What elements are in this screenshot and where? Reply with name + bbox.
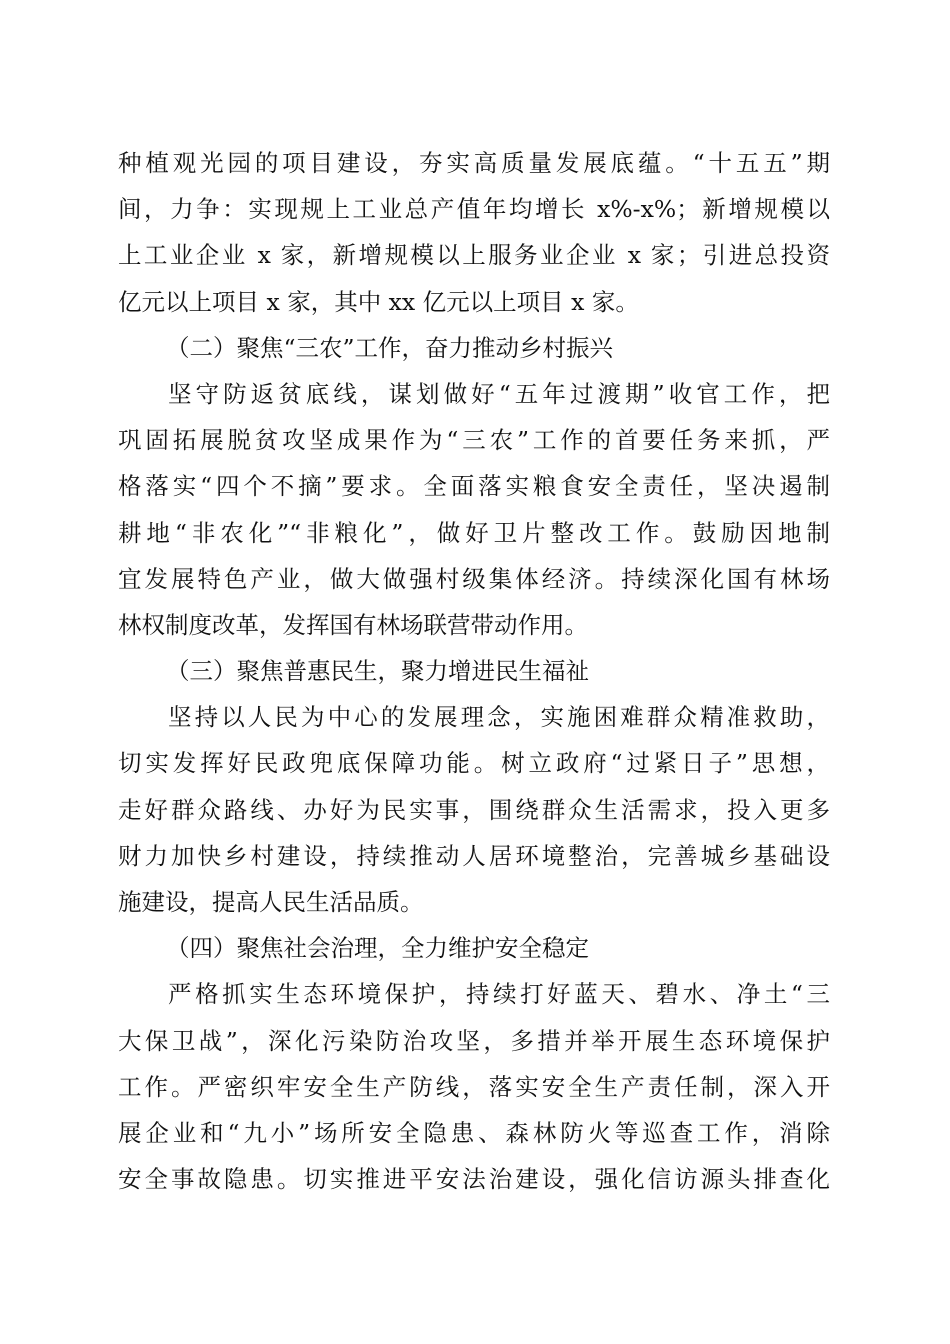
text-line: 耕地“非农化”“非粮化”，做好卫片整改工作。鼓励因地制: [118, 518, 830, 547]
section-heading-rural: （二）聚焦“三农”工作，奋力推动乡村振兴: [166, 333, 614, 362]
text-line: 坚守防返贫底线，谋划做好“五年过渡期”收官工作，把: [168, 379, 830, 408]
text-line: 坚持以人民为中心的发展理念，实施困难群众精准救助，: [168, 703, 830, 732]
text-line: 财力加快乡村建设，持续推动人居环境整治，完善城乡基础设: [118, 841, 830, 870]
section-heading-livelihood: （三）聚焦普惠民生，聚力增进民生福祉: [166, 657, 589, 686]
text-line: 巩固拓展脱贫攻坚成果作为“三农”工作的首要任务来抓，严: [118, 426, 830, 455]
document-page: [118, 140, 830, 1202]
text-line: 展企业和“九小”场所安全隐患、森林防火等巡查工作，消除: [118, 1118, 830, 1147]
text-line: 切实发挥好民政兜底保障功能。树立政府“过紧日子”思想，: [118, 749, 830, 778]
text-line: 大保卫战”，深化污染防治攻坚，多措并举开展生态环境保护: [118, 1026, 830, 1055]
text-line: 上工业企业 x 家，新增规模以上服务业企业 x 家；引进总投资: [118, 241, 830, 270]
text-line: 格落实“四个不摘”要求。全面落实粮食安全责任，坚决遏制: [118, 472, 830, 501]
text-line: 施建设，提高人民生活品质。: [118, 888, 424, 916]
text-line: 间，力争：实现规上工业总产值年均增长 x%-x%；新增规模以: [118, 195, 830, 224]
paragraph-governance: [118, 971, 830, 1202]
text-line: 林权制度改革，发挥国有林场联营带动作用。: [118, 610, 588, 639]
text-line: 种植观光园的项目建设，夯实高质量发展底蕴。“十五五”期: [118, 149, 830, 177]
paragraph-livelihood: [118, 694, 830, 925]
paragraph-project-goals: [118, 140, 830, 325]
text-line: 工作。严密织牢安全生产防线，落实安全生产责任制，深入开: [118, 1072, 830, 1101]
text-line: 亿元以上项目 x 家，其中 xx 亿元以上项目 x 家。: [118, 287, 639, 316]
text-line: 宜发展特色产业，做大做强村级集体经济。持续深化国有林场: [118, 564, 830, 593]
section-heading-governance: （四）聚焦社会治理，全力维护安全稳定: [166, 934, 589, 963]
text-line: 严格抓实生态环境保护，持续打好蓝天、碧水、净土“三: [168, 980, 830, 1009]
text-line: 安全事故隐患。切实推进平安法治建设，强化信访源头排查化: [118, 1165, 830, 1194]
paragraph-rural: [118, 371, 830, 648]
text-line: 走好群众路线、办好为民实事，围绕群众生活需求，投入更多: [118, 795, 830, 824]
